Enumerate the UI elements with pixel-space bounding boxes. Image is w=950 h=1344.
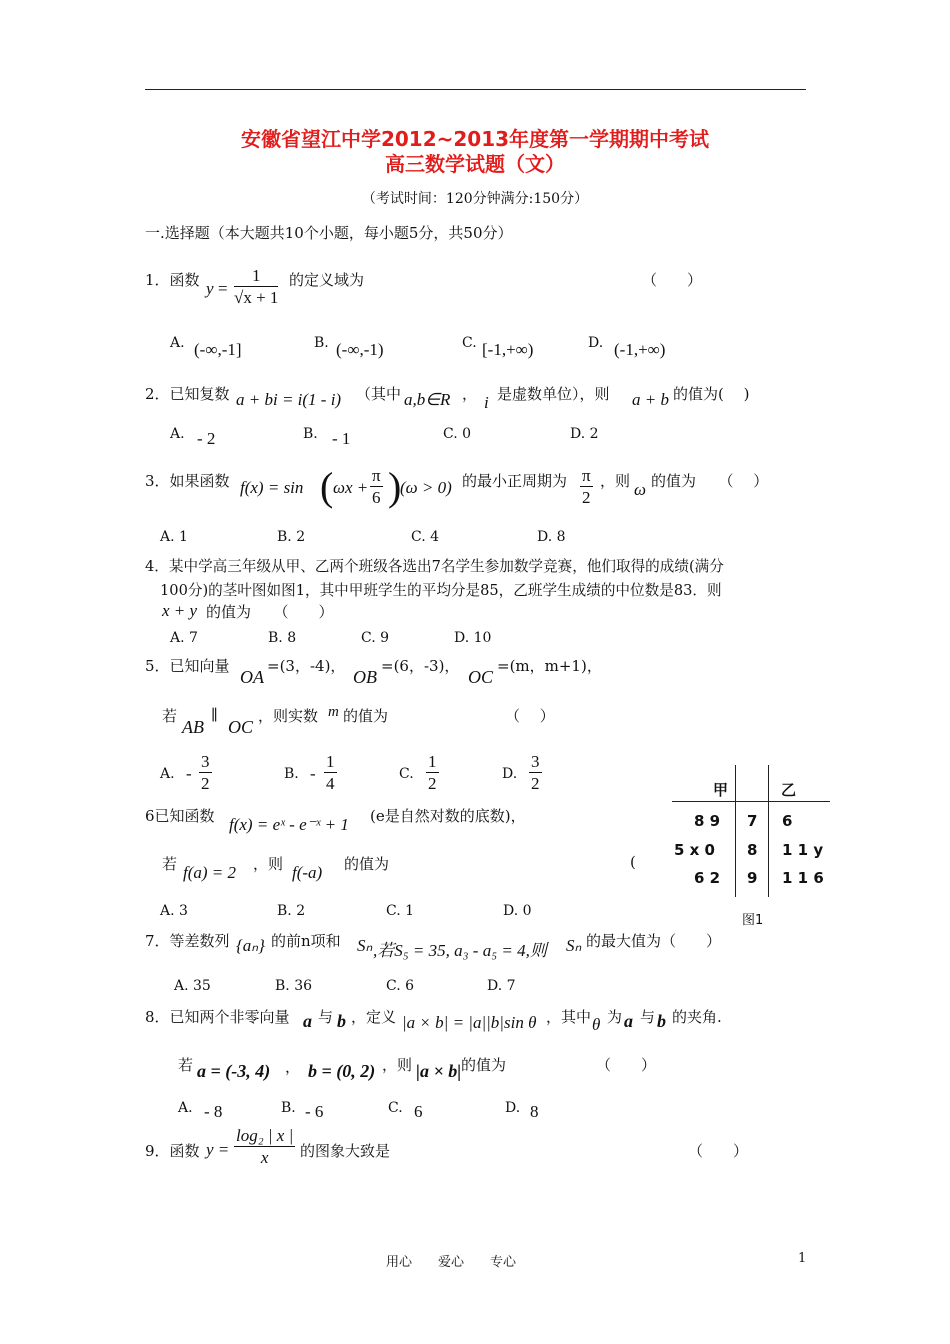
q1-opt-d: (-1,+∞): [614, 340, 666, 359]
q5-opt-c-frac: [426, 752, 439, 795]
stem-leaf-caption: 图1: [742, 913, 764, 928]
q8-theta: θ: [592, 1015, 601, 1034]
q5-oc-val: =(m，m+1)，: [497, 657, 602, 675]
q8-bval: b = (0, 2): [308, 1061, 376, 1081]
q1-opt-a-label: A.: [170, 335, 185, 351]
q6-opt-c: C. 1: [386, 903, 415, 919]
q2-opt-b: - 1: [332, 429, 351, 448]
stem-leaf-head-left: 甲: [713, 781, 729, 799]
page-number: 1: [798, 1251, 807, 1266]
q2-opt-c: C. 0: [443, 426, 472, 442]
q3-inner: ωx +: [333, 478, 369, 497]
q5-opt-a-minus: -: [186, 764, 192, 783]
q4-xy: x + y: [162, 601, 198, 620]
q5-vec-oc: OC: [468, 667, 494, 687]
stem-leaf-row1-left: 8 9: [694, 812, 721, 830]
q3-lparen: (: [320, 464, 334, 509]
q3-pi-num: π: [372, 466, 381, 485]
q8-opt-a: - 8: [204, 1102, 223, 1121]
q7-an: {aₙ}: [236, 936, 265, 955]
q6-f: f(x) = eˣ - e⁻ˣ + 1: [229, 815, 349, 834]
title-line1: 安徽省望江中学2012~2013年度第一学期期中考试: [240, 127, 710, 151]
q7-cond: ,若S₅ = 35, a₃ - a₅ = 4,则: [373, 941, 547, 960]
q9-frac-den: x: [260, 1148, 269, 1167]
q2-i: i: [484, 393, 489, 412]
q9-y: y =: [206, 1140, 230, 1159]
q3-opt-d: D. 8: [537, 529, 566, 545]
q3-pi-den: 6: [372, 488, 381, 507]
q8-opt-b-label: B.: [281, 1100, 296, 1116]
q2-comma: ，: [462, 385, 478, 403]
q7-sn2: Sₙ: [566, 936, 582, 955]
q5-tail: 的值为: [343, 707, 389, 725]
q1-answer-paren: （ ）: [642, 271, 703, 289]
q7-tail: 的最大值为（ ）: [586, 932, 722, 950]
q7-opt-c: C. 6: [386, 978, 415, 994]
q3-then: ，则: [600, 472, 631, 490]
stem-leaf-divider-left: [735, 765, 736, 897]
q8-opt-b: - 6: [305, 1102, 324, 1121]
q4-opt-c: C. 9: [361, 630, 390, 646]
q4-line1: 4．某中学高三年级从甲、乙两个班级各选出7名学生参加数学竞赛，他们取得的成绩(满分: [145, 558, 724, 575]
q2-mid2: 是虚数单位），则: [497, 385, 610, 403]
q5-pre: 5．已知向量: [145, 657, 230, 675]
q6-tail: 的值为: [344, 855, 390, 873]
q8-ruo: 若: [178, 1056, 194, 1074]
q4-opt-d: D. 10: [454, 630, 492, 646]
q7-opt-a: A. 35: [174, 978, 211, 994]
q3-pi-frac: [370, 466, 383, 509]
q8-a: a: [303, 1011, 312, 1031]
q2-opt-b-label: B.: [303, 426, 318, 442]
q5-opt-a-frac: [199, 752, 212, 795]
q4-opt-b: B. 8: [268, 630, 297, 646]
q8-paren: （ ）: [596, 1056, 657, 1074]
q5-opt-a-num: 3: [201, 752, 210, 771]
q8-opt-d: 8: [530, 1102, 539, 1121]
q3-opt-c: C. 4: [411, 529, 440, 545]
q9-fraction: [234, 1126, 295, 1169]
q2-set: a,b∈R: [404, 390, 451, 409]
q5-opt-b-num: 1: [326, 752, 335, 771]
q8-pre: 8．已知两个非零向量: [145, 1008, 290, 1026]
q5-vec-oc2: OC: [228, 717, 254, 737]
q1-tail: 的定义域为: [289, 271, 365, 289]
q2-pre: 2．已知复数: [145, 385, 230, 403]
q7-pre: 7．等差数列: [145, 932, 230, 950]
q2-mid: （其中: [356, 385, 402, 403]
q8-yu2: 与: [640, 1008, 656, 1026]
q5-vec-ob: OB: [353, 667, 377, 687]
q3-pre: 3．如果函数: [145, 472, 230, 490]
q5-opt-d-den: 2: [531, 774, 540, 793]
q5-opt-a-label: A.: [160, 766, 175, 782]
q8-aval: a = (-3, 4): [197, 1061, 271, 1081]
title-line2: 高三数学试题（文）: [385, 152, 565, 176]
q6-fa: f(a) = 2: [183, 863, 237, 882]
q8-a2: a: [624, 1011, 633, 1031]
q1-opt-b-label: B.: [314, 335, 329, 351]
q1-opt-c: [-1,+∞): [482, 340, 534, 359]
q5-opt-c-den: 2: [428, 774, 437, 793]
q1-eq: =: [218, 279, 228, 298]
top-rule: [145, 89, 806, 90]
stem-leaf-row1-right: 6: [782, 812, 793, 830]
q9-pre: 9．函数: [145, 1142, 200, 1160]
q1-y: y: [206, 279, 214, 298]
q6-opt-b: B. 2: [277, 903, 306, 919]
q5-opt-a-den: 2: [201, 774, 210, 793]
q7-mid: 的前n项和: [271, 932, 341, 950]
q6-then: ，则: [253, 855, 284, 873]
q6-ruo: 若: [162, 855, 178, 873]
q1-text: 1．函数: [145, 271, 200, 289]
q6-opt-a: A. 3: [160, 903, 188, 919]
q6-fma: f(-a): [292, 863, 323, 882]
q8-tail2: 的值为: [461, 1056, 507, 1074]
q2-opt-a: - 2: [197, 429, 216, 448]
q5-vec-ab: AB: [182, 717, 204, 737]
stem-leaf-head-right: 乙: [781, 781, 797, 799]
q3-rparen: ): [388, 464, 402, 509]
q3-tail: 的值为 （ ）: [651, 472, 769, 490]
q8-opt-c: 6: [414, 1102, 423, 1121]
q1-opt-b: (-∞,-1): [336, 340, 384, 359]
q8-then: ，则: [382, 1056, 413, 1074]
q8-abs: |a × b|: [416, 1061, 462, 1081]
q7-sn: Sₙ: [357, 936, 373, 955]
q4-line2: 100分)的茎叶图如图1，其中甲班学生的平均分是85，乙班学生成绩的中位数是83．则: [160, 582, 722, 599]
q6-note: (e是自然对数的底数)，: [370, 807, 526, 825]
q5-oa-val: =(3，-4)，: [267, 657, 346, 675]
q3-opt-a: A. 1: [160, 529, 188, 545]
q3-f: f(x) = sin: [240, 478, 304, 497]
q8-cross: |a × b| = |a||b|sin θ: [402, 1013, 537, 1032]
q2-ab: a + b: [632, 390, 669, 409]
q5-opt-c-num: 1: [428, 752, 437, 771]
stem-leaf-header-rule: [672, 801, 830, 802]
q1-opt-a: (-∞,-1]: [194, 340, 242, 359]
q3-period-frac: [580, 466, 593, 509]
q2-opt-d: D. 2: [570, 426, 599, 442]
q5-opt-b-den: 4: [326, 774, 335, 793]
q1-opt-c-label: C.: [462, 335, 477, 351]
exam-info: （考试时间：120分钟满分:150分）: [361, 191, 589, 207]
q5-then: ，则实数: [258, 707, 319, 725]
q5-ruo: 若: [162, 707, 178, 725]
stem-leaf-divider-right: [768, 765, 769, 897]
stem-leaf-row2-stem: 8: [747, 841, 758, 859]
q2-expr: a + bi = i(1 - i): [236, 390, 342, 409]
q3-period-num: π: [582, 466, 591, 485]
q9-frac-num: log₂ | x |: [236, 1126, 294, 1145]
q9-paren: （ ）: [688, 1142, 749, 1160]
q5-parallel: ∥: [211, 706, 218, 724]
q8-b: b: [337, 1011, 346, 1031]
q4-opt-a: A. 7: [170, 630, 198, 646]
q8-opt-a-label: A.: [178, 1100, 193, 1116]
q3-cond: (ω > 0): [400, 478, 452, 497]
q7-opt-b: B. 36: [275, 978, 313, 994]
q1-frac-num: 1: [234, 266, 278, 287]
q5-opt-b-frac: [324, 752, 337, 795]
q8-b2: b: [657, 1011, 666, 1031]
q7-opt-d: D. 7: [487, 978, 516, 994]
q3-period-den: 2: [582, 488, 591, 507]
q8-def: ，定义: [351, 1008, 397, 1026]
q9-tail: 的图象大致是: [300, 1142, 391, 1160]
q5-m: m: [328, 704, 339, 720]
q5-opt-c-label: C.: [399, 766, 414, 782]
q8-tail: 的夹角.: [672, 1008, 722, 1026]
section-heading: 一.选择题（本大题共10个小题，每小题5分，共50分）: [145, 224, 513, 242]
q5-opt-b-label: B.: [284, 766, 299, 782]
q8-wei: 为: [607, 1008, 623, 1026]
stem-leaf-row3-left: 6 2: [694, 869, 721, 887]
q3-omega: ω: [634, 480, 647, 499]
q3-opt-b: B. 2: [277, 529, 306, 545]
q8-opt-c-label: C.: [388, 1100, 403, 1116]
footer-center: 用心 爱心 专心: [386, 1255, 517, 1270]
stem-leaf-row3-right: 1 1 6: [782, 869, 824, 887]
q5-opt-d-frac: [529, 752, 542, 795]
q1-fraction: [234, 266, 278, 309]
q1-frac-den: √x + 1: [234, 288, 279, 307]
stem-leaf-row1-stem: 7: [747, 812, 758, 830]
q8-opt-d-label: D.: [505, 1100, 521, 1116]
stem-leaf-row2-left: 5 x 0: [674, 841, 715, 859]
q3-mid: 的最小正周期为: [462, 472, 568, 490]
q5-vec-oa: OA: [240, 667, 264, 687]
q5-ob-val: =(6，-3)，: [381, 657, 460, 675]
q6-paren: (: [630, 853, 636, 871]
q2-opt-a-label: A.: [170, 426, 185, 442]
q6-pre: 6已知函数: [145, 807, 215, 825]
stem-leaf-row2-right: 1 1 y: [782, 841, 824, 859]
q2-tail: 的值为( ): [673, 385, 750, 403]
q4-line3: 的值为 （ ）: [206, 603, 334, 621]
q1-opt-d-label: D.: [588, 335, 604, 351]
q5-opt-d-num: 3: [531, 752, 540, 771]
q8-qizhong: ，其中: [546, 1008, 592, 1026]
q5-paren: （ ）: [505, 707, 555, 725]
q8-comma: ，: [285, 1058, 301, 1076]
q6-opt-d: D. 0: [503, 903, 532, 919]
q8-yu: 与: [318, 1008, 334, 1026]
stem-leaf-row3-stem: 9: [747, 869, 758, 887]
q5-opt-b-minus: -: [310, 764, 316, 783]
q5-opt-d-label: D.: [502, 766, 518, 782]
